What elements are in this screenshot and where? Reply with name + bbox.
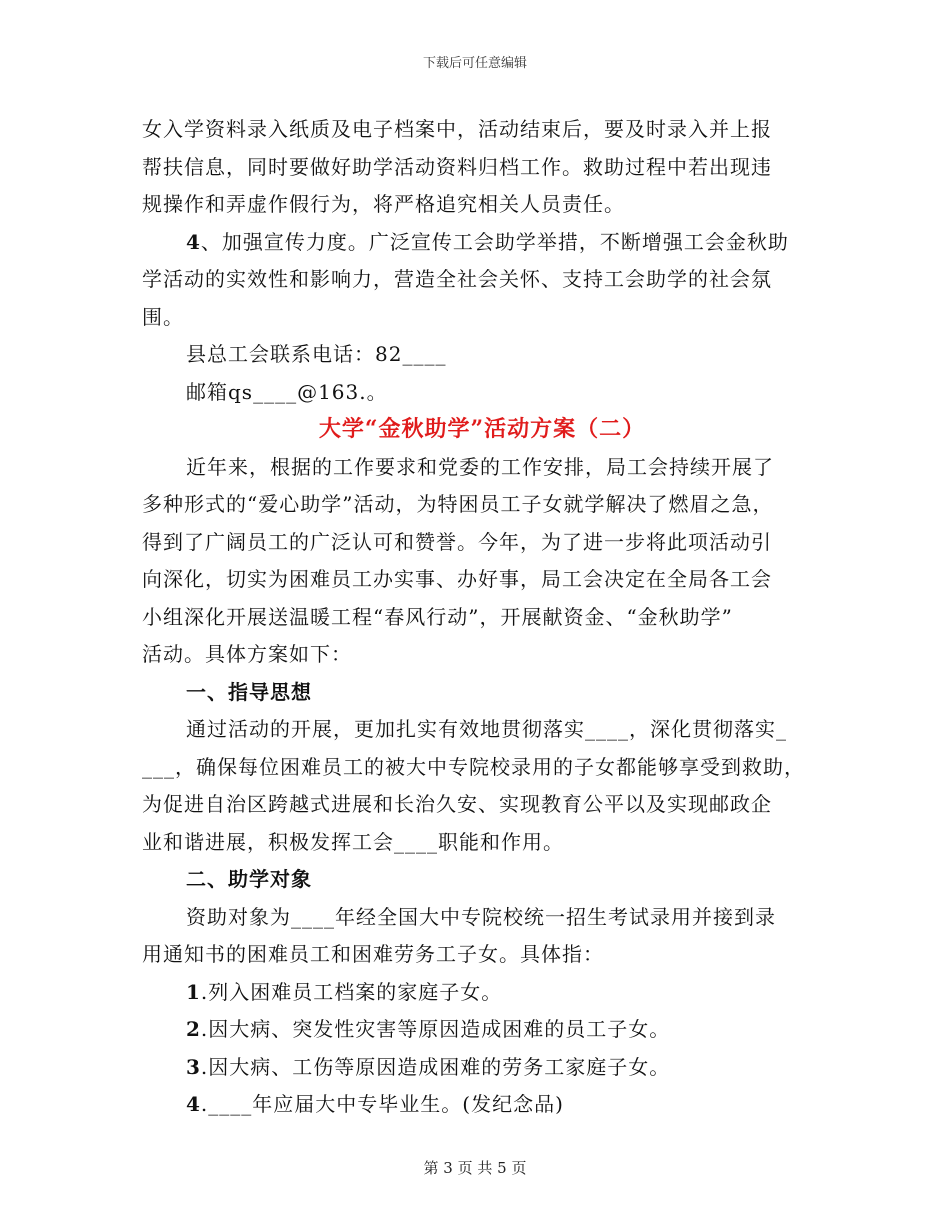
text-line: 多种形式的“爱心助学”活动，为特困员工子女就学解决了燃眉之急， bbox=[142, 492, 774, 516]
list-number: 4 bbox=[186, 229, 201, 254]
list-item bbox=[142, 974, 822, 1012]
list-number: 4 bbox=[186, 1092, 201, 1116]
text-span: .列入困难员工档案的家庭子女。 bbox=[200, 979, 503, 1004]
list-item bbox=[142, 1011, 822, 1049]
document-body bbox=[142, 111, 822, 1124]
section-title: 大学“金秋助学”活动方案（二） bbox=[318, 416, 646, 442]
text-span: .因大病、工伤等原因造成困难的劳务工家庭子女。 bbox=[200, 1054, 671, 1079]
list-number: 1 bbox=[186, 979, 201, 1004]
text-line bbox=[142, 224, 822, 262]
text-line: 活动。具体方案如下： bbox=[142, 642, 352, 666]
text-line: 业和谐进展，积极发挥工会____职能和作用。 bbox=[142, 829, 564, 854]
text-line: 为促进自治区跨越式进展和长治久安、实现教育公平以及实现邮政企 bbox=[142, 792, 772, 816]
text-line: 规操作和弄虚作假行为，将严格追究相关人员责任。 bbox=[142, 192, 625, 216]
text-line: 向深化，切实为困难员工办实事、办好事，局工会决定在全局各工会 bbox=[142, 567, 772, 591]
text-line: 学活动的实效性和影响力，营造全社会关怀、支持工会助学的社会氛 bbox=[142, 267, 772, 291]
page-header: 下载后可任意编辑 bbox=[422, 56, 527, 71]
text-line: ___，确保每位困难员工的被大中专院校录用的子女都能够享受到救助， bbox=[142, 754, 805, 779]
list-item bbox=[142, 1049, 822, 1087]
text-span: 、加强宣传力度。广泛宣传工会助学举措，不断增强工会金秋助 bbox=[200, 229, 789, 254]
contact-phone: 县总工会联系电话：82____ bbox=[186, 342, 447, 366]
heading-aid-recipients: 二、助学对象 bbox=[186, 867, 312, 891]
text-span: .____年应届大中专毕业生。(发纪念品) bbox=[200, 1092, 564, 1116]
text-line: 小组深化开展送温暖工程“春风行动”，开展献资金、“金秋助学” bbox=[142, 604, 733, 629]
page-footer: 第 3 页 共 5 页 bbox=[423, 1159, 527, 1177]
text-line: 资助对象为____年经全国大中专院校统一招生考试录用并接到录 bbox=[186, 904, 776, 929]
text-line: 用通知书的困难员工和困难劳务工子女。具体指： bbox=[142, 942, 604, 966]
text-line: 围。 bbox=[142, 304, 184, 329]
list-item bbox=[142, 1086, 822, 1124]
text-line: 近年来，根据的工作要求和党委的工作安排，局工会持续开展了 bbox=[186, 454, 774, 479]
text-line: 女入学资料录入纸质及电子档案中，活动结束后，要及时录入并上报 bbox=[142, 117, 772, 141]
list-number: 3 bbox=[186, 1054, 201, 1079]
text-line: 帮扶信息，同时要做好助学活动资料归档工作。救助过程中若出现违 bbox=[142, 154, 772, 179]
heading-guiding-thought: 一、指导思想 bbox=[186, 679, 312, 704]
text-line: 通过活动的开展，更加扎实有效地贯彻落实____，深化贯彻落实_ bbox=[186, 717, 787, 741]
list-number: 2 bbox=[186, 1017, 201, 1041]
text-line: 得到了广阔员工的广泛认可和赞誉。今年，为了进一步将此项活动引 bbox=[142, 529, 772, 554]
text-span: .因大病、突发性灾害等原因造成困难的员工子女。 bbox=[200, 1017, 671, 1041]
contact-email: 邮箱qs____@163.。 bbox=[186, 379, 388, 404]
